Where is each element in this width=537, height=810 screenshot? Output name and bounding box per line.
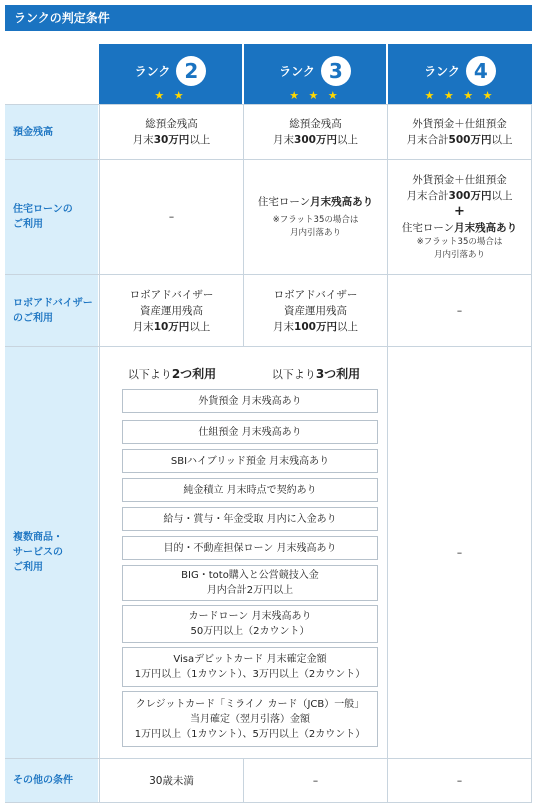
cell-robo-rank3 <box>243 275 387 346</box>
row-label <box>5 275 98 346</box>
text-part: 以上 <box>189 320 211 333</box>
rank-label: ランク <box>424 64 460 79</box>
cell-loan-rank3 <box>243 160 387 274</box>
text-part: 月末 <box>273 134 295 146</box>
row-label-line: ロボアドバイザー <box>13 297 93 309</box>
text-part: 3つ利用 <box>315 367 361 381</box>
amount: 10万円 <box>153 320 190 333</box>
rank-number-badge: 4 <box>466 56 496 86</box>
service-condition-text: BIG・toto購入と公営競技入金 <box>181 570 319 581</box>
row-other <box>5 758 532 802</box>
rank-number-badge: 2 <box>176 56 206 86</box>
cell-other-rank3 <box>243 759 387 802</box>
note: 月内引落あり <box>289 228 341 238</box>
row-label-line: サービスの <box>13 547 63 558</box>
service-condition-box <box>122 565 378 601</box>
dash: – <box>168 211 175 223</box>
service-condition-box <box>122 691 378 747</box>
row-multiple-services <box>5 346 532 758</box>
service-condition-box <box>122 647 378 687</box>
service-condition-text: 目的・不動産担保ローン 月末残高あり <box>163 542 337 554</box>
dash: – <box>456 546 463 559</box>
service-condition-box <box>122 449 378 473</box>
cell-other-rank4 <box>387 759 532 802</box>
rank-number-badge: 3 <box>321 56 351 86</box>
rank-stars: ★ ★ ★ ★ <box>424 89 496 102</box>
plus-icon: + <box>454 204 465 219</box>
cell-text <box>273 132 358 148</box>
cell-text <box>133 319 211 335</box>
text-part: 以上 <box>336 134 358 146</box>
service-condition-text: 50万円以上（2カウント） <box>190 626 310 637</box>
cell-text: 総預金残高 <box>145 118 198 130</box>
rank-4-header <box>388 44 532 104</box>
text-part: 月末残高あり <box>454 222 518 234</box>
row-label-line: ご利用 <box>13 219 43 230</box>
cell-text: 外貨預金＋仕組預金 <box>412 174 507 186</box>
service-condition-box <box>122 420 378 444</box>
service-condition-text: 当月確定（翌月引落）金額 <box>190 713 310 725</box>
cell-deposit-rank3 <box>243 105 387 159</box>
services-area <box>99 347 387 758</box>
cell-text: 総預金残高 <box>289 118 342 130</box>
dash: – <box>456 774 463 787</box>
rank-label: ランク <box>134 64 171 79</box>
text-part: 住宅ローン <box>401 222 455 234</box>
text-part: 以上 <box>189 134 211 146</box>
amount: 300万円 <box>448 190 492 202</box>
row-housing-loan <box>5 159 532 274</box>
cell-robo-rank4 <box>387 275 532 346</box>
service-condition-text: 純金積立 月末時点で契約あり <box>183 484 317 496</box>
row-label-line: ご利用 <box>13 562 43 573</box>
cell-text: 資産運用残高 <box>140 304 203 317</box>
table-bottom-border <box>5 802 532 803</box>
cell-text <box>407 132 513 148</box>
cell-text: 資産運用残高 <box>284 304 347 317</box>
cell-text: ロボアドバイザー <box>273 288 358 301</box>
service-condition-text: SBIハイブリッド預金 月末残高あり <box>170 455 330 467</box>
cell-text <box>258 194 373 210</box>
text-part: 以上 <box>491 190 513 202</box>
cell-deposit-rank2 <box>99 105 243 159</box>
page-title: ランクの判定条件 <box>5 5 532 31</box>
dash: – <box>312 774 319 787</box>
cell-multi-rank4 <box>387 347 532 758</box>
text-part: 月末合計 <box>406 190 449 202</box>
service-condition-text: クレジットカード「ミライノ カード（JCB）一般」 <box>135 698 365 710</box>
text-part: 以上 <box>491 134 513 146</box>
rank-stars: ★ ★ ★ <box>289 89 341 102</box>
cell-loan-rank4 <box>387 160 532 274</box>
row-label: その他の条件 <box>5 759 98 802</box>
cell-other-rank2 <box>99 759 243 802</box>
text-part: 以上 <box>336 320 358 333</box>
pick-3-label <box>244 365 388 382</box>
cell-text <box>133 132 211 148</box>
cell-text: 30歳未満 <box>149 774 194 787</box>
amount: 30万円 <box>153 134 190 146</box>
row-label-line: 複数商品・ <box>13 532 63 543</box>
note: ※フラット35の場合は <box>416 237 503 247</box>
text-part: 月末残高あり <box>310 196 374 208</box>
amount: 100万円 <box>294 320 337 333</box>
rank-stars: ★ ★ <box>154 89 187 102</box>
cell-text <box>273 319 358 335</box>
row-robo-advisor <box>5 274 532 346</box>
row-deposit <box>5 104 532 159</box>
service-condition-box <box>122 389 378 413</box>
service-condition-text: Visaデビットカード 月末確定金額 <box>173 654 327 665</box>
cell-loan-rank2 <box>99 160 243 274</box>
service-condition-box <box>122 478 378 502</box>
rank-label: ランク <box>279 64 315 79</box>
text-part: 2つ利用 <box>171 367 217 381</box>
cell-text: ロボアドバイザー <box>129 288 214 301</box>
rank-2-header <box>99 44 242 104</box>
cell-robo-rank2 <box>99 275 243 346</box>
service-condition-box <box>122 507 378 531</box>
row-label: 預金残高 <box>5 105 98 159</box>
note: 月内引落あり <box>433 250 485 260</box>
row-label-line: のご利用 <box>13 312 53 324</box>
service-condition-text: 給与・賞与・年金受取 月内に入金あり <box>163 513 337 525</box>
text-part: 月末 <box>132 134 154 146</box>
cell-text <box>407 188 513 204</box>
row-label <box>5 347 98 758</box>
service-condition-box <box>122 605 378 643</box>
text-part: 月末合計 <box>406 134 449 146</box>
text-part: 以下より <box>127 368 172 381</box>
text-part: 月末 <box>132 320 154 333</box>
amount: 500万円 <box>448 134 492 146</box>
service-condition-text: 1万円以上（1カウント）、5万円以上（2カウント） <box>134 728 366 740</box>
service-condition-box <box>122 536 378 560</box>
service-condition-text: 仕組預金 月末残高あり <box>198 426 302 438</box>
note: ※フラット35の場合は <box>272 215 359 225</box>
service-condition-text: 月内合計2万円以上 <box>206 585 294 596</box>
service-condition-text: 1万円以上（1カウント）、3万円以上（2カウント） <box>134 669 366 680</box>
service-condition-text: カードローン 月末残高あり <box>188 611 312 622</box>
dash: – <box>456 304 463 317</box>
row-label <box>5 160 98 274</box>
text-part: 住宅ローン <box>257 196 311 208</box>
row-label-line: 住宅ローンの <box>13 204 73 215</box>
amount: 300万円 <box>294 134 337 146</box>
text-part: 以下より <box>271 368 316 381</box>
pick-2-label <box>100 365 244 382</box>
cell-text <box>402 220 517 236</box>
cell-deposit-rank4 <box>387 105 532 159</box>
service-condition-text: 外貨預金 月末残高あり <box>198 395 302 407</box>
cell-text: 外貨預金＋仕組預金 <box>412 118 507 130</box>
text-part: 月末 <box>273 320 295 333</box>
rank-3-header <box>244 44 386 104</box>
